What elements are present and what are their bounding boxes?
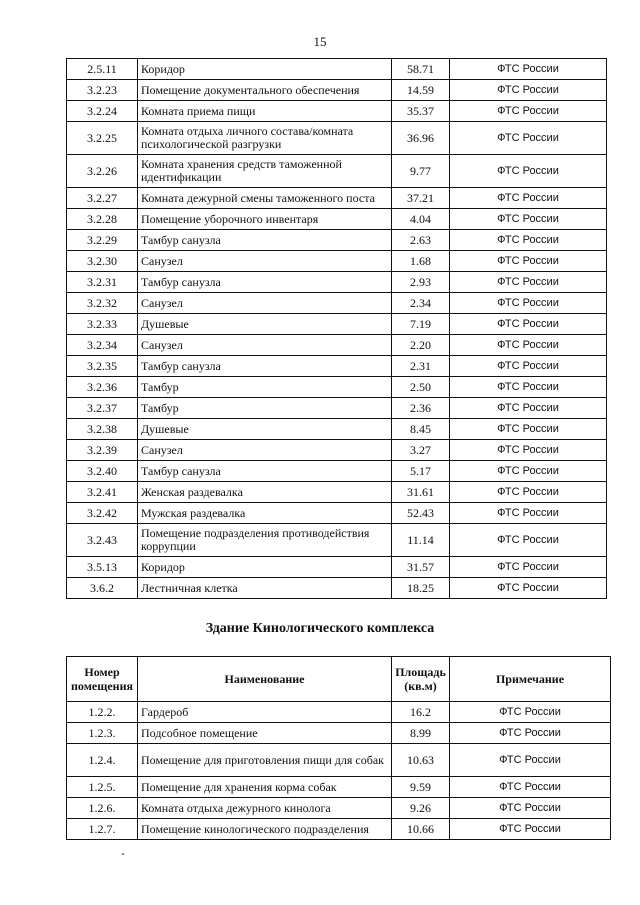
note-cell: ФТС России	[450, 377, 607, 398]
room-number-cell: 1.2.3.	[67, 723, 138, 744]
area-cell: 37.21	[392, 188, 450, 209]
section-title: Здание Кинологического комплекса	[205, 621, 435, 636]
table-row	[67, 503, 607, 524]
table-row	[67, 101, 607, 122]
area-cell: 7.19	[392, 314, 450, 335]
area-cell: 18.25	[392, 578, 450, 599]
area-cell: 2.36	[392, 398, 450, 419]
note-cell: ФТС России	[450, 272, 607, 293]
header-note: Примечание	[450, 657, 611, 702]
room-number-cell: 3.2.39	[67, 440, 138, 461]
room-number-cell: 3.2.31	[67, 272, 138, 293]
room-name-cell: Тамбур санузла	[138, 230, 392, 251]
room-number-cell: 3.2.42	[67, 503, 138, 524]
table-row	[67, 188, 607, 209]
room-name-cell: Помещение документального обеспечения	[138, 80, 392, 101]
area-cell: 5.17	[392, 461, 450, 482]
room-name-cell: Мужская раздевалка	[138, 503, 392, 524]
room-number-cell: 3.2.37	[67, 398, 138, 419]
room-number-cell: 3.2.35	[67, 356, 138, 377]
note-cell: ФТС России	[450, 155, 607, 188]
room-number-cell: 3.2.25	[67, 122, 138, 155]
scan-speck	[122, 853, 124, 855]
room-number-cell: 3.2.26	[67, 155, 138, 188]
table-row	[67, 293, 607, 314]
room-name-cell: Комната хранения средств таможенной идентификации	[138, 155, 392, 188]
room-name-cell: Комната дежурной смены таможенного поста	[138, 188, 392, 209]
area-cell: 9.26	[392, 798, 450, 819]
area-cell: 52.43	[392, 503, 450, 524]
area-cell: 2.20	[392, 335, 450, 356]
table-row	[67, 524, 607, 557]
room-number-cell: 3.2.41	[67, 482, 138, 503]
area-cell: 2.31	[392, 356, 450, 377]
room-number-cell: 3.2.24	[67, 101, 138, 122]
room-number-cell: 3.2.32	[67, 293, 138, 314]
note-cell: ФТС России	[450, 122, 607, 155]
table-row	[67, 461, 607, 482]
note-cell: ФТС России	[450, 440, 607, 461]
rooms-table-body	[67, 702, 611, 840]
rooms-table-canine-complex	[66, 656, 611, 840]
area-cell: 9.59	[392, 777, 450, 798]
room-number-cell: 2.5.11	[67, 59, 138, 80]
room-name-cell: Тамбур санузла	[138, 272, 392, 293]
note-cell: ФТС России	[450, 293, 607, 314]
table-row	[67, 398, 607, 419]
table-row	[67, 777, 611, 798]
area-cell: 4.04	[392, 209, 450, 230]
room-number-cell: 1.2.7.	[67, 819, 138, 840]
note-cell: ФТС России	[450, 819, 611, 840]
header-room-name: Наименование	[138, 657, 392, 702]
room-number-cell: 1.2.6.	[67, 798, 138, 819]
table-row	[67, 335, 607, 356]
room-name-cell: Душевые	[138, 419, 392, 440]
note-cell: ФТС России	[450, 59, 607, 80]
room-name-cell: Тамбур	[138, 377, 392, 398]
area-cell: 10.63	[392, 744, 450, 777]
room-number-cell: 3.2.36	[67, 377, 138, 398]
note-cell: ФТС России	[450, 503, 607, 524]
room-number-cell: 3.2.34	[67, 335, 138, 356]
room-name-cell: Коридор	[138, 557, 392, 578]
room-number-cell: 3.2.38	[67, 419, 138, 440]
room-number-cell: 3.2.23	[67, 80, 138, 101]
note-cell: ФТС России	[450, 80, 607, 101]
note-cell: ФТС России	[450, 419, 607, 440]
room-name-cell: Помещение уборочного инвентаря	[138, 209, 392, 230]
page-number: 15	[313, 34, 327, 49]
area-cell: 11.14	[392, 524, 450, 557]
table-row	[67, 702, 611, 723]
area-cell: 2.50	[392, 377, 450, 398]
note-cell: ФТС России	[450, 101, 607, 122]
table-row	[67, 155, 607, 188]
area-cell: 3.27	[392, 440, 450, 461]
room-number-cell: 3.5.13	[67, 557, 138, 578]
room-number-cell: 3.2.29	[67, 230, 138, 251]
room-name-cell: Санузел	[138, 335, 392, 356]
table-row	[67, 482, 607, 503]
note-cell: ФТС России	[450, 356, 607, 377]
area-cell: 8.45	[392, 419, 450, 440]
table-row	[67, 59, 607, 80]
area-cell: 16.2	[392, 702, 450, 723]
room-number-cell: 3.2.33	[67, 314, 138, 335]
room-name-cell: Тамбур санузла	[138, 356, 392, 377]
note-cell: ФТС России	[450, 777, 611, 798]
table-row	[67, 272, 607, 293]
rooms-table-body	[67, 59, 607, 599]
room-name-cell: Комната отдыха личного состава/комната психологической разгрузки	[138, 122, 392, 155]
note-cell: ФТС России	[450, 482, 607, 503]
note-cell: ФТС России	[450, 209, 607, 230]
note-cell: ФТС России	[450, 723, 611, 744]
room-number-cell: 3.2.28	[67, 209, 138, 230]
table-row	[67, 356, 607, 377]
room-number-cell: 3.2.43	[67, 524, 138, 557]
area-cell: 2.34	[392, 293, 450, 314]
table-row	[67, 744, 611, 777]
header-room-number: Номер помещения	[67, 657, 138, 702]
room-number-cell: 3.2.30	[67, 251, 138, 272]
area-cell: 2.63	[392, 230, 450, 251]
table-row	[67, 314, 607, 335]
note-cell: ФТС России	[450, 188, 607, 209]
area-cell: 9.77	[392, 155, 450, 188]
area-cell: 58.71	[392, 59, 450, 80]
room-number-cell: 1.2.4.	[67, 744, 138, 777]
area-cell: 35.37	[392, 101, 450, 122]
header-area: Площадь (кв.м)	[392, 657, 450, 702]
table-row	[67, 440, 607, 461]
area-cell: 8.99	[392, 723, 450, 744]
room-name-cell: Подсобное помещение	[138, 723, 392, 744]
room-name-cell: Коридор	[138, 59, 392, 80]
table-row	[67, 819, 611, 840]
table-row	[67, 251, 607, 272]
area-cell: 14.59	[392, 80, 450, 101]
room-number-cell: 3.2.40	[67, 461, 138, 482]
table-row	[67, 419, 607, 440]
room-number-cell: 3.6.2	[67, 578, 138, 599]
area-cell: 31.57	[392, 557, 450, 578]
rooms-table-main-building	[66, 58, 607, 599]
note-cell: ФТС России	[450, 314, 607, 335]
room-name-cell: Тамбур санузла	[138, 461, 392, 482]
area-cell: 36.96	[392, 122, 450, 155]
room-name-cell: Тамбур	[138, 398, 392, 419]
room-name-cell: Женская раздевалка	[138, 482, 392, 503]
note-cell: ФТС России	[450, 557, 607, 578]
note-cell: ФТС России	[450, 578, 607, 599]
room-name-cell: Комната приема пищи	[138, 101, 392, 122]
table-row	[67, 122, 607, 155]
room-number-cell: 1.2.5.	[67, 777, 138, 798]
table-row	[67, 377, 607, 398]
room-name-cell: Лестничная клетка	[138, 578, 392, 599]
note-cell: ФТС России	[450, 702, 611, 723]
table-row	[67, 209, 607, 230]
room-name-cell: Комната отдыха дежурного кинолога	[138, 798, 392, 819]
table-row	[67, 723, 611, 744]
table-row	[67, 798, 611, 819]
room-name-cell: Помещение кинологического подразделения	[138, 819, 392, 840]
note-cell: ФТС России	[450, 798, 611, 819]
room-number-cell: 3.2.27	[67, 188, 138, 209]
area-cell: 2.93	[392, 272, 450, 293]
table-row	[67, 230, 607, 251]
room-name-cell: Санузел	[138, 293, 392, 314]
note-cell: ФТС России	[450, 398, 607, 419]
note-cell: ФТС России	[450, 251, 607, 272]
room-name-cell: Гардероб	[138, 702, 392, 723]
room-name-cell: Помещение для приготовления пищи для собак	[138, 744, 392, 777]
note-cell: ФТС России	[450, 524, 607, 557]
table-row	[67, 557, 607, 578]
table-row	[67, 578, 607, 599]
note-cell: ФТС России	[450, 230, 607, 251]
area-cell: 31.61	[392, 482, 450, 503]
room-number-cell: 1.2.2.	[67, 702, 138, 723]
room-name-cell: Помещение для хранения корма собак	[138, 777, 392, 798]
area-cell: 10.66	[392, 819, 450, 840]
table-row	[67, 80, 607, 101]
room-name-cell: Душевые	[138, 314, 392, 335]
note-cell: ФТС России	[450, 744, 611, 777]
area-cell: 1.68	[392, 251, 450, 272]
table-header-row	[67, 657, 611, 702]
room-name-cell: Помещение подразделения противодействия коррупции	[138, 524, 392, 557]
note-cell: ФТС России	[450, 461, 607, 482]
note-cell: ФТС России	[450, 335, 607, 356]
room-name-cell: Санузел	[138, 251, 392, 272]
room-name-cell: Санузел	[138, 440, 392, 461]
